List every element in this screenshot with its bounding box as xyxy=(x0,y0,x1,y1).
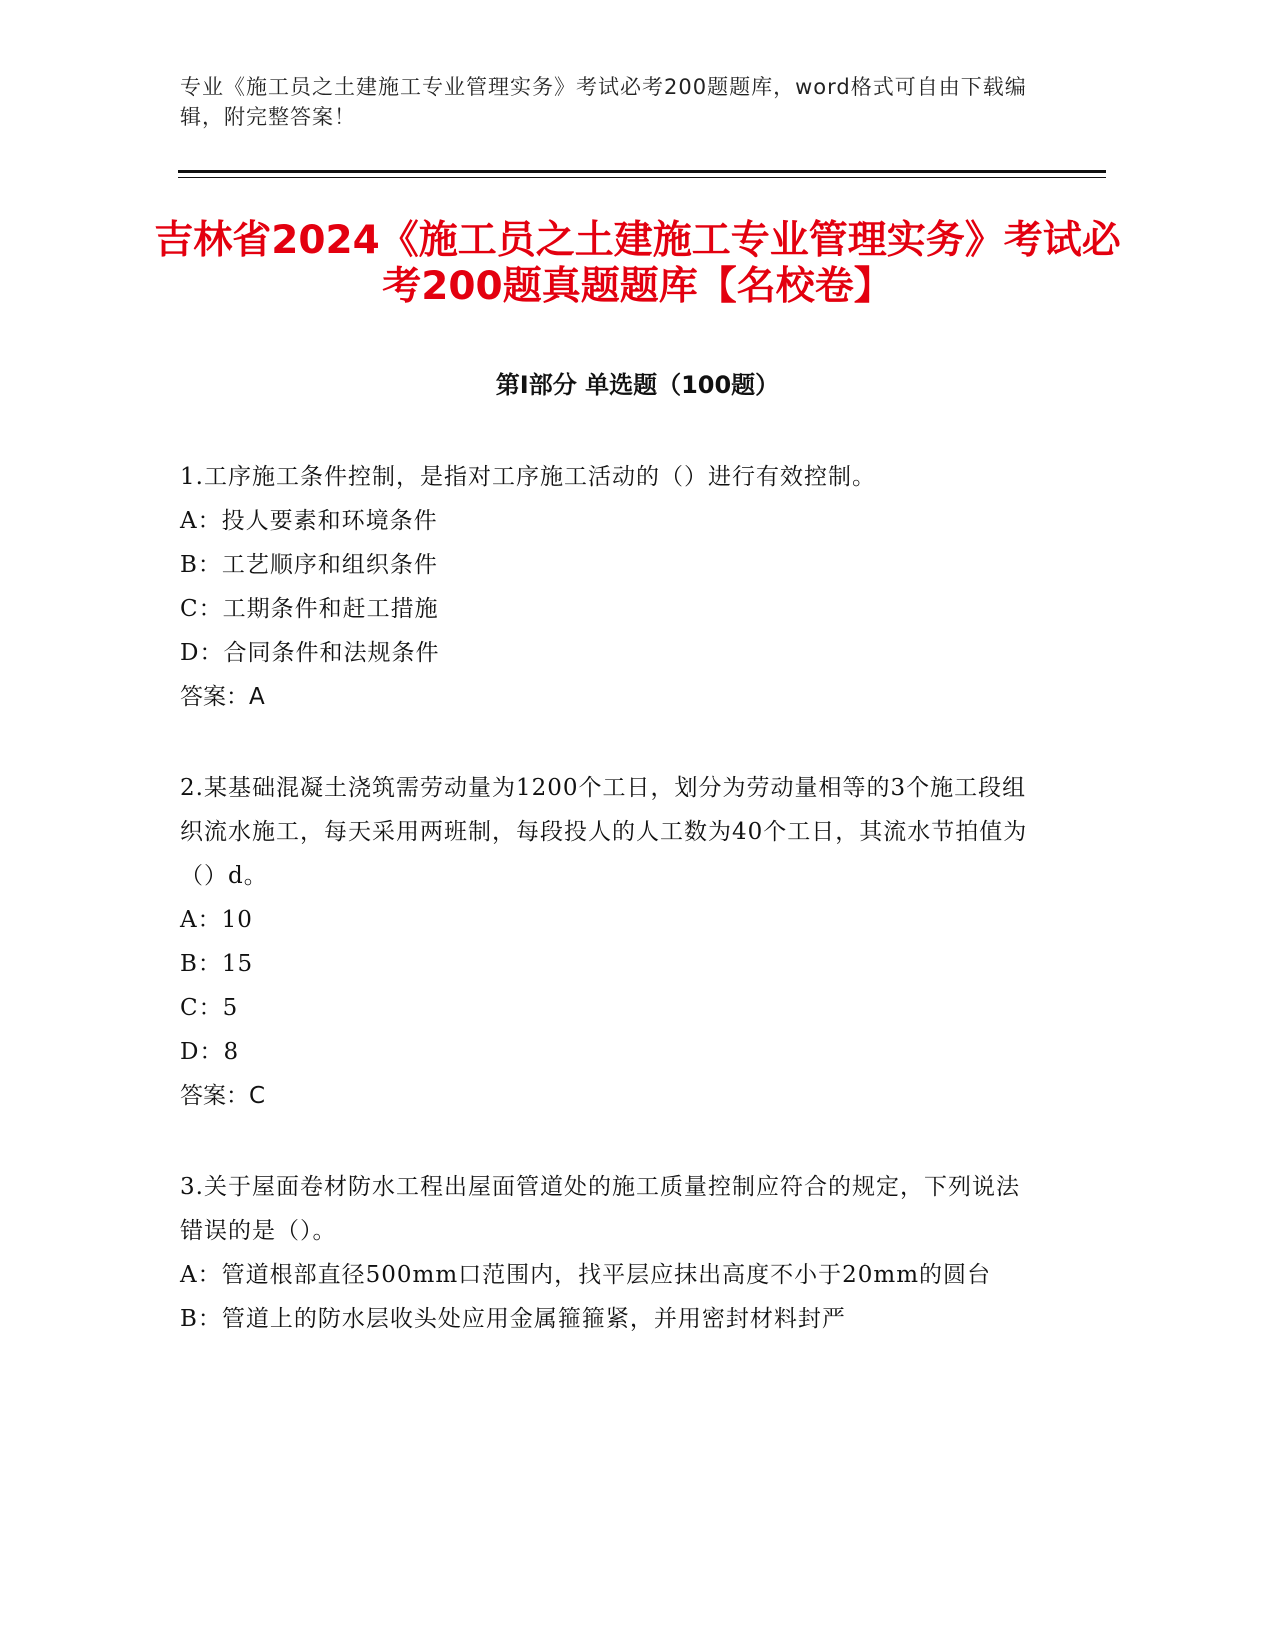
option-b: B：工艺顺序和组织条件 xyxy=(180,552,438,578)
question-3 xyxy=(180,1165,1040,1341)
answer-label: 答案： xyxy=(180,684,249,710)
option-b: B：管道上的防水层收头处应用金属箍箍紧，并用密封材料封严 xyxy=(180,1306,846,1332)
option-b: B：15 xyxy=(180,951,254,977)
document-title: 吉林省2024《施工员之土建施工专业管理实务》考试必考200题真题题库【名校卷】 xyxy=(154,218,1121,309)
option-a: A：10 xyxy=(180,907,253,933)
option-a: A：投人要素和环境条件 xyxy=(180,508,438,534)
option-c: C：5 xyxy=(180,995,239,1021)
question-list xyxy=(180,455,1040,1388)
header-note: 专业《施工员之土建施工专业管理实务》考试必考200题题库，word格式可自由下载编辑，附完整答案！ xyxy=(180,75,1027,129)
answer-line xyxy=(180,675,1040,719)
answer-value: C xyxy=(249,1083,266,1109)
question-stem: 1.工序施工条件控制，是指对工序施工活动的（）进行有效控制。 xyxy=(180,464,876,490)
option-c: C：工期条件和赶工措施 xyxy=(180,596,439,622)
question-1 xyxy=(180,455,1040,719)
answer-label: 答案： xyxy=(180,1083,249,1109)
answer-line xyxy=(180,1074,1040,1118)
question-2 xyxy=(180,766,1040,1118)
option-a: A：管道根部直径500mm口范围内，找平层应抹出高度不小于20mm的圆台 xyxy=(180,1262,992,1288)
answer-value: A xyxy=(249,684,265,710)
option-d: D：合同条件和法规条件 xyxy=(180,640,440,666)
question-stem: 3.关于屋面卷材防水工程出屋面管道处的施工质量控制应符合的规定，下列说法错误的是（）。 xyxy=(180,1174,1020,1244)
header-divider-thin xyxy=(178,177,1106,178)
section-heading: 第I部分 单选题（100题） xyxy=(495,371,780,399)
question-stem: 2.某基础混凝土浇筑需劳动量为1200个工日，划分为劳动量相等的3个施工段组织流水施工，每天采用两班制，每段投人的人工数为40个工日，其流水节拍值为（）d。 xyxy=(180,775,1028,889)
option-d: D：8 xyxy=(180,1039,240,1065)
header-divider-thick xyxy=(178,170,1106,173)
